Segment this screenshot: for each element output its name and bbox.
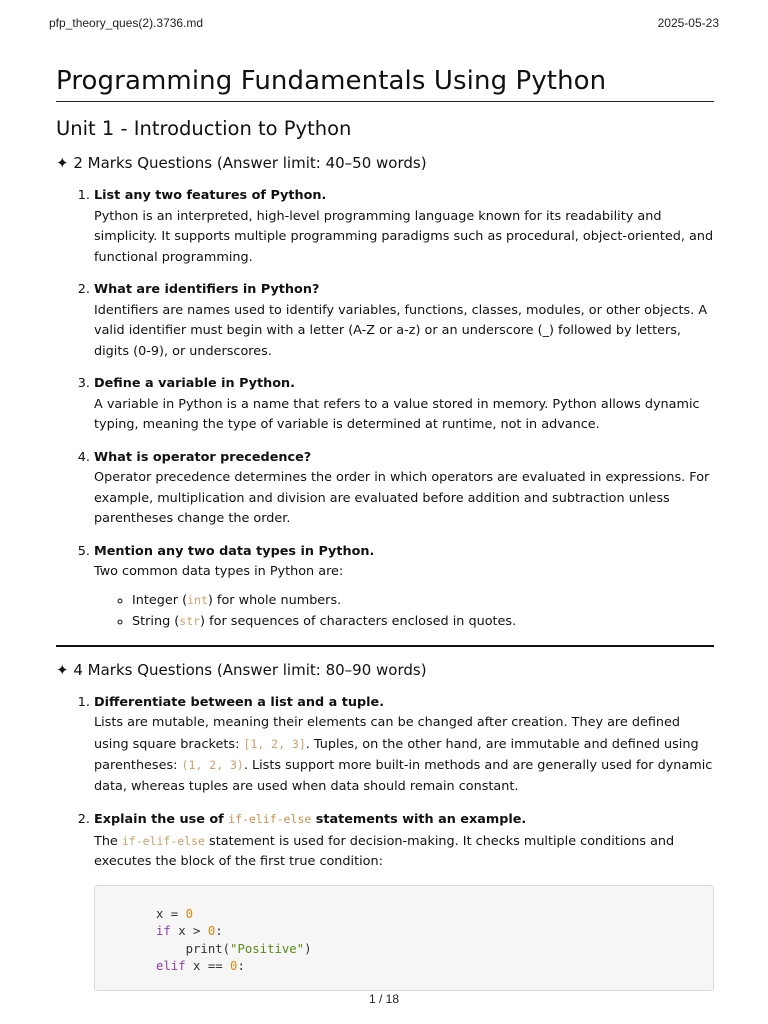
list-item [94, 374, 714, 436]
answer-text: A variable in Python is a name that refers to a value stored in memory. Python allows dynamic typing, meaning the type of variable is determined at runtime, not in advance. [94, 396, 700, 432]
page-number: 1 / 18 [368, 992, 400, 1006]
bullet-item: ◦ Integer (int) for whole numbers. [132, 590, 714, 612]
inline-code: str [179, 614, 201, 628]
question-text: 3. Define a variable in Python. [94, 376, 296, 391]
question-text: 5. Mention any two data types in Python. [94, 543, 375, 559]
section-heading-2-marks: ✦ 2 Marks Questions (Answer limit: 40–50 words) [56, 154, 427, 172]
answer-text: The if-elif-else statement is used for decision-making. It checks multiple conditions and executes the block of the first true condition: [94, 833, 675, 869]
list-item [94, 186, 714, 268]
inline-code: (1, 2, 3) [181, 758, 244, 772]
answer-text: Identifiers are names used to identify variables, functions, classes, modules, or other objects. A valid identifier must begin with a letter (A-Z or a-z) or an underscore (_) followed by letters, digits (0-9), or underscores. [94, 302, 708, 359]
question-text: 1. Differentiate between a list and a tuple. [94, 694, 385, 710]
header-filename: pfp_theory_ques(2).3736.md [49, 16, 204, 30]
four-mark-question-list [56, 693, 714, 991]
inline-code: if-elif-else [228, 812, 312, 826]
answer-text: Python is an interpreted, high-level programming language known for its readability and simplicity. It supports multiple programming paradigms such as procedural, object-oriented, and functional programming. [94, 208, 714, 265]
section-heading-4-marks: ✦ 4 Marks Questions (Answer limit: 80–90 words) [56, 660, 427, 679]
document-content [56, 66, 714, 1003]
header-date: 2025-05-23 [657, 16, 719, 30]
list-item [94, 448, 714, 530]
list-item [94, 693, 714, 798]
list-item [94, 809, 714, 991]
answer-text: Lists are mutable, meaning their elements can be changed after creation. They are defined using square brackets: [1, 2, 3]. Tuples, on the other hand, are immutable and defined using parentheses: (1, 2, 3). Lists support more built-in methods and are generally used for dynamic data, whereas tuples are used when data should remain constant. [94, 715, 713, 794]
inline-code: if-elif-else [121, 833, 205, 848]
page-title: Programming Fundamentals Using Python [56, 66, 714, 102]
list-item [94, 542, 714, 633]
answer-text: Operator precedence determines the order in which operators are evaluated in expressions. For example, multiplication and division are evaluated before addition and subtraction unless parentheses change the order. [94, 470, 710, 526]
inline-code: [1, 2, 3] [243, 736, 306, 751]
question-text: 2. Explain the use of if-elif-else statements with an example. [94, 812, 527, 827]
inline-code: int [187, 592, 208, 607]
list-item [94, 280, 714, 362]
question-text: 4. What is operator precedence? [94, 449, 312, 465]
question-text: 1. List any two features of Python. [94, 188, 327, 203]
data-type-bullets [94, 590, 714, 633]
section-divider [56, 645, 714, 647]
question-text: 2. What are identifiers in Python? [94, 282, 320, 297]
bullet-item: ◦ String (str) for sequences of characters enclosed in quotes. [132, 611, 714, 633]
answer-text: Two common data types in Python are: [94, 564, 344, 579]
unit-title: Unit 1 - Introduction to Python [56, 117, 352, 140]
code-block: x = 0 if x > 0: print("Positive") elif x == 0: [94, 885, 714, 991]
two-mark-question-list [56, 186, 714, 633]
